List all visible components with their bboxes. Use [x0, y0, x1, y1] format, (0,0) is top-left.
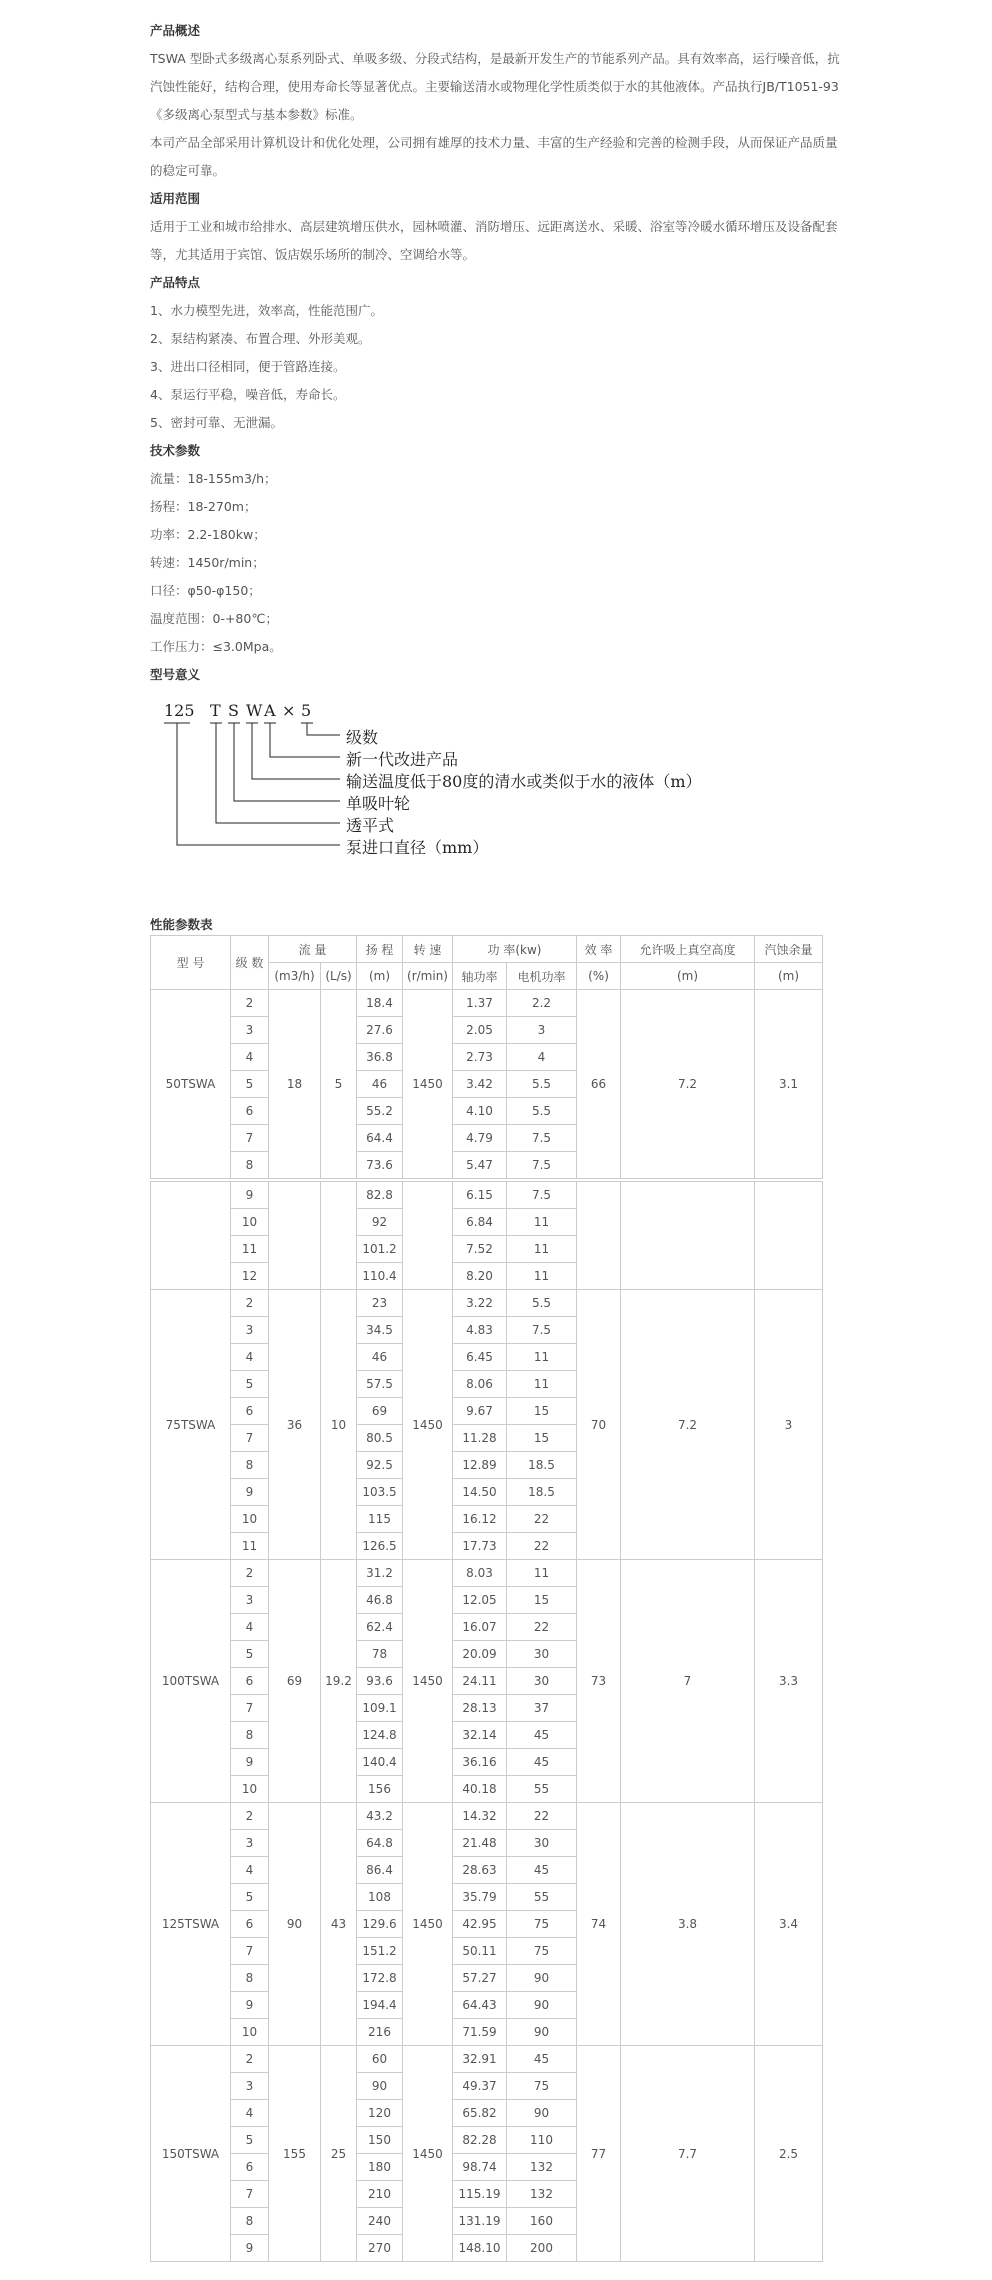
- flow-ls-cell: 43: [321, 1803, 357, 2046]
- tech-item: 工作压力：≤3.0Mpa。: [150, 639, 282, 654]
- header-speed-unit: (r/min): [403, 963, 453, 990]
- stages-cell: 2: [231, 2046, 269, 2073]
- npsh-cell: 3: [755, 1290, 823, 1560]
- stages-cell: 9: [231, 2235, 269, 2262]
- head-cell: 27.6: [357, 1017, 403, 1044]
- performance-table-2: [150, 1181, 823, 2262]
- table-row: [151, 1290, 823, 1317]
- shaft-power-cell: 49.37: [453, 2073, 507, 2100]
- shaft-power-cell: 21.48: [453, 1830, 507, 1857]
- code-times: ×: [282, 701, 296, 720]
- shaft-power-cell: 28.63: [453, 1857, 507, 1884]
- motor-power-cell: 30: [507, 1668, 577, 1695]
- motor-power-cell: 45: [507, 1749, 577, 1776]
- shaft-power-cell: 32.14: [453, 1722, 507, 1749]
- motor-power-cell: 45: [507, 1722, 577, 1749]
- tech-item: 口径：φ50-φ150；: [150, 583, 261, 598]
- npsh-cell: 3.4: [755, 1803, 823, 2046]
- npsh-cell: 3.3: [755, 1560, 823, 1803]
- model-cell: 75TSWA: [151, 1290, 231, 1560]
- header-npsh-unit: (m): [755, 963, 823, 990]
- shaft-power-cell: 2.73: [453, 1044, 507, 1071]
- shaft-power-cell: 4.83: [453, 1317, 507, 1344]
- table-row: [151, 1182, 823, 1209]
- motor-power-cell: 7.5: [507, 1152, 577, 1179]
- model-cell: 150TSWA: [151, 2046, 231, 2262]
- motor-power-cell: 160: [507, 2208, 577, 2235]
- flow-m3h-cell: 155: [269, 2046, 321, 2262]
- shaft-power-cell: 8.06: [453, 1371, 507, 1398]
- table-header-row: [151, 936, 823, 963]
- head-cell: 103.5: [357, 1479, 403, 1506]
- shaft-power-cell: 82.28: [453, 2127, 507, 2154]
- performance-table-1: [150, 935, 823, 1179]
- shaft-power-cell: 131.19: [453, 2208, 507, 2235]
- scope-heading: 适用范围: [150, 191, 201, 206]
- motor-power-cell: 90: [507, 1992, 577, 2019]
- head-cell: 64.8: [357, 1830, 403, 1857]
- header-shaft-power: 轴功率: [453, 963, 507, 990]
- stages-cell: 8: [231, 1965, 269, 1992]
- model-cell: 100TSWA: [151, 1560, 231, 1803]
- shaft-power-cell: 14.32: [453, 1803, 507, 1830]
- stages-cell: 3: [231, 1830, 269, 1857]
- efficiency-cell: 66: [577, 990, 621, 1179]
- product-description: [150, 17, 844, 2262]
- motor-power-cell: 22: [507, 1533, 577, 1560]
- head-cell: 57.5: [357, 1371, 403, 1398]
- head-cell: 93.6: [357, 1668, 403, 1695]
- speed-cell: 1450: [403, 1290, 453, 1560]
- shaft-power-cell: 57.27: [453, 1965, 507, 1992]
- shaft-power-cell: 36.16: [453, 1749, 507, 1776]
- motor-power-cell: 3: [507, 1017, 577, 1044]
- speed-cell: 1450: [403, 990, 453, 1179]
- code-t: T: [210, 701, 221, 720]
- motor-power-cell: 22: [507, 1614, 577, 1641]
- motor-power-cell: 11: [507, 1209, 577, 1236]
- head-cell: 126.5: [357, 1533, 403, 1560]
- head-cell: 55.2: [357, 1098, 403, 1125]
- motor-power-cell: 75: [507, 2073, 577, 2100]
- stages-cell: 5: [231, 1641, 269, 1668]
- suction-height-cell: 7.7: [621, 2046, 755, 2262]
- stages-cell: 11: [231, 1236, 269, 1263]
- stages-cell: 9: [231, 1992, 269, 2019]
- head-cell: 110.4: [357, 1263, 403, 1290]
- head-cell: 18.4: [357, 990, 403, 1017]
- header-model: 型 号: [151, 936, 231, 990]
- motor-power-cell: 90: [507, 2019, 577, 2046]
- stages-cell: 2: [231, 990, 269, 1017]
- head-cell: 86.4: [357, 1857, 403, 1884]
- features-heading: 产品特点: [150, 275, 201, 290]
- head-cell: 216: [357, 2019, 403, 2046]
- shaft-power-cell: 32.91: [453, 2046, 507, 2073]
- speed-cell: [403, 1182, 453, 1290]
- shaft-power-cell: 9.67: [453, 1398, 507, 1425]
- motor-power-cell: 75: [507, 1938, 577, 1965]
- flow-ls-cell: 10: [321, 1290, 357, 1560]
- head-cell: 140.4: [357, 1749, 403, 1776]
- suction-height-cell: 7.2: [621, 990, 755, 1179]
- shaft-power-cell: 50.11: [453, 1938, 507, 1965]
- head-cell: 34.5: [357, 1317, 403, 1344]
- header-flow-m3h: (m3/h): [269, 963, 321, 990]
- motor-power-cell: 132: [507, 2181, 577, 2208]
- shaft-power-cell: 148.10: [453, 2235, 507, 2262]
- head-cell: 46: [357, 1071, 403, 1098]
- model-code-leader-lines: [150, 693, 844, 913]
- stages-cell: 4: [231, 1044, 269, 1071]
- overview-paragraph-1: TSWA 型卧式多级离心泵系列卧式、单吸多级、分段式结构，是最新开发生产的节能系列产品。具有效率高，运行噪音低，抗汽蚀性能好，结构合理，使用寿命长等显著优点。主要输送清水或物理化学性质类似于水的其他液体。产品执行JB/T1051-93《多级离心泵型式与基本参数》标准。: [150, 51, 840, 122]
- stages-cell: 4: [231, 1857, 269, 1884]
- flow-m3h-cell: 36: [269, 1290, 321, 1560]
- header-speed: 转 速: [403, 936, 453, 963]
- shaft-power-cell: 3.42: [453, 1071, 507, 1098]
- head-cell: 73.6: [357, 1152, 403, 1179]
- stages-cell: 9: [231, 1749, 269, 1776]
- head-cell: 172.8: [357, 1965, 403, 1992]
- header-head-unit: (m): [357, 963, 403, 990]
- stages-cell: 6: [231, 1098, 269, 1125]
- shaft-power-cell: 115.19: [453, 2181, 507, 2208]
- motor-power-cell: 110: [507, 2127, 577, 2154]
- stages-cell: 4: [231, 1344, 269, 1371]
- speed-cell: 1450: [403, 1803, 453, 2046]
- shaft-power-cell: 42.95: [453, 1911, 507, 1938]
- head-cell: 270: [357, 2235, 403, 2262]
- shaft-power-cell: 4.10: [453, 1098, 507, 1125]
- stages-cell: 3: [231, 1587, 269, 1614]
- stages-cell: 7: [231, 1425, 269, 1452]
- shaft-power-cell: 35.79: [453, 1884, 507, 1911]
- stages-cell: 10: [231, 1209, 269, 1236]
- npsh-cell: [755, 1182, 823, 1290]
- head-cell: 23: [357, 1290, 403, 1317]
- label-single-suction: 单吸叶轮: [346, 794, 411, 813]
- feature-item: 4、泵运行平稳，噪音低，寿命长。: [150, 387, 346, 402]
- motor-power-cell: 22: [507, 1506, 577, 1533]
- stages-cell: 6: [231, 1911, 269, 1938]
- stages-cell: 10: [231, 1776, 269, 1803]
- stages-cell: 5: [231, 2127, 269, 2154]
- shaft-power-cell: 28.13: [453, 1695, 507, 1722]
- motor-power-cell: 22: [507, 1803, 577, 1830]
- stages-cell: 3: [231, 1017, 269, 1044]
- head-cell: 109.1: [357, 1695, 403, 1722]
- label-medium: 输送温度低于80度的清水或类似于水的液体（m）: [346, 772, 702, 791]
- stages-cell: 3: [231, 1317, 269, 1344]
- flow-ls-cell: [321, 1182, 357, 1290]
- shaft-power-cell: 16.07: [453, 1614, 507, 1641]
- shaft-power-cell: 24.11: [453, 1668, 507, 1695]
- head-cell: 129.6: [357, 1911, 403, 1938]
- head-cell: 62.4: [357, 1614, 403, 1641]
- motor-power-cell: 90: [507, 1965, 577, 1992]
- stages-cell: 8: [231, 1452, 269, 1479]
- motor-power-cell: 55: [507, 1884, 577, 1911]
- motor-power-cell: 15: [507, 1425, 577, 1452]
- header-flow: 流 量: [269, 936, 357, 963]
- motor-power-cell: 11: [507, 1263, 577, 1290]
- stages-cell: 6: [231, 1398, 269, 1425]
- shaft-power-cell: 4.79: [453, 1125, 507, 1152]
- label-inlet-diameter: 泵进口直径（mm）: [346, 838, 489, 857]
- header-eff-unit: (%): [577, 963, 621, 990]
- code-s: S: [228, 701, 239, 720]
- shaft-power-cell: 14.50: [453, 1479, 507, 1506]
- efficiency-cell: 77: [577, 2046, 621, 2262]
- flow-m3h-cell: 69: [269, 1560, 321, 1803]
- head-cell: 150: [357, 2127, 403, 2154]
- head-cell: 156: [357, 1776, 403, 1803]
- head-cell: 108: [357, 1884, 403, 1911]
- tech-heading: 技术参数: [150, 443, 201, 458]
- tech-item: 温度范围：0-+80℃；: [150, 611, 278, 626]
- motor-power-cell: 30: [507, 1830, 577, 1857]
- motor-power-cell: 7.5: [507, 1182, 577, 1209]
- motor-power-cell: 7.5: [507, 1317, 577, 1344]
- shaft-power-cell: 6.15: [453, 1182, 507, 1209]
- stages-cell: 3: [231, 2073, 269, 2100]
- flow-m3h-cell: 18: [269, 990, 321, 1179]
- shaft-power-cell: 64.43: [453, 1992, 507, 2019]
- header-efficiency: 效 率: [577, 936, 621, 963]
- head-cell: 180: [357, 2154, 403, 2181]
- stages-cell: 10: [231, 2019, 269, 2046]
- stages-cell: 9: [231, 1182, 269, 1209]
- stages-cell: 5: [231, 1884, 269, 1911]
- model-cell: 125TSWA: [151, 1803, 231, 2046]
- stages-cell: 11: [231, 1533, 269, 1560]
- stages-cell: 6: [231, 1668, 269, 1695]
- table-row: [151, 1560, 823, 1587]
- head-cell: 46: [357, 1344, 403, 1371]
- stages-cell: 2: [231, 1290, 269, 1317]
- head-cell: 43.2: [357, 1803, 403, 1830]
- shaft-power-cell: 2.05: [453, 1017, 507, 1044]
- motor-power-cell: 15: [507, 1398, 577, 1425]
- stages-cell: 12: [231, 1263, 269, 1290]
- efficiency-cell: 70: [577, 1290, 621, 1560]
- head-cell: 46.8: [357, 1587, 403, 1614]
- feature-item: 2、泵结构紧凑、布置合理、外形美观。: [150, 331, 371, 346]
- motor-power-cell: 7.5: [507, 1125, 577, 1152]
- stages-cell: 5: [231, 1371, 269, 1398]
- head-cell: 64.4: [357, 1125, 403, 1152]
- motor-power-cell: 18.5: [507, 1479, 577, 1506]
- shaft-power-cell: 17.73: [453, 1533, 507, 1560]
- flow-ls-cell: 5: [321, 990, 357, 1179]
- table-row: [151, 1803, 823, 1830]
- motor-power-cell: 132: [507, 2154, 577, 2181]
- model-cell: 50TSWA: [151, 990, 231, 1179]
- motor-power-cell: 5.5: [507, 1290, 577, 1317]
- flow-m3h-cell: [269, 1182, 321, 1290]
- head-cell: 115: [357, 1506, 403, 1533]
- overview-heading: 产品概述: [150, 23, 201, 38]
- overview-paragraph-2: 本司产品全部采用计算机设计和优化处理，公司拥有雄厚的技术力量、丰富的生产经验和完善的检测手段，从而保证产品质量的稳定可靠。: [150, 135, 838, 178]
- tech-item: 流量：18-155m3/h；: [150, 471, 277, 486]
- shaft-power-cell: 40.18: [453, 1776, 507, 1803]
- table-row: [151, 990, 823, 1017]
- head-cell: 92: [357, 1209, 403, 1236]
- code-w: W: [246, 701, 263, 720]
- motor-power-cell: 15: [507, 1587, 577, 1614]
- stages-cell: 7: [231, 2181, 269, 2208]
- head-cell: 82.8: [357, 1182, 403, 1209]
- stages-cell: 7: [231, 1938, 269, 1965]
- motor-power-cell: 11: [507, 1344, 577, 1371]
- shaft-power-cell: 12.89: [453, 1452, 507, 1479]
- shaft-power-cell: 1.37: [453, 990, 507, 1017]
- table-title: 性能参数表: [150, 917, 213, 932]
- shaft-power-cell: 98.74: [453, 2154, 507, 2181]
- motor-power-cell: 37: [507, 1695, 577, 1722]
- label-new-gen: 新一代改进产品: [346, 750, 459, 769]
- efficiency-cell: [577, 1182, 621, 1290]
- model-cell: [151, 1182, 231, 1290]
- stages-cell: 4: [231, 1614, 269, 1641]
- shaft-power-cell: 65.82: [453, 2100, 507, 2127]
- tech-item: 功率：2.2-180kw；: [150, 527, 266, 542]
- stages-cell: 5: [231, 1071, 269, 1098]
- stages-cell: 7: [231, 1695, 269, 1722]
- motor-power-cell: 5.5: [507, 1071, 577, 1098]
- suction-height-cell: 3.8: [621, 1803, 755, 2046]
- flow-ls-cell: 19.2: [321, 1560, 357, 1803]
- motor-power-cell: 4: [507, 1044, 577, 1071]
- header-stages: 级 数: [231, 936, 269, 990]
- shaft-power-cell: 16.12: [453, 1506, 507, 1533]
- motor-power-cell: 55: [507, 1776, 577, 1803]
- shaft-power-cell: 8.03: [453, 1560, 507, 1587]
- motor-power-cell: 75: [507, 1911, 577, 1938]
- head-cell: 69: [357, 1398, 403, 1425]
- head-cell: 80.5: [357, 1425, 403, 1452]
- flow-m3h-cell: 90: [269, 1803, 321, 2046]
- suction-height-cell: [621, 1182, 755, 1290]
- stages-cell: 2: [231, 1803, 269, 1830]
- motor-power-cell: 45: [507, 2046, 577, 2073]
- head-cell: 151.2: [357, 1938, 403, 1965]
- head-cell: 92.5: [357, 1452, 403, 1479]
- stages-cell: 6: [231, 2154, 269, 2181]
- header-power: 功 率(kw): [453, 936, 577, 963]
- header-suction-height: 允许吸上真空高度: [621, 936, 755, 963]
- shaft-power-cell: 11.28: [453, 1425, 507, 1452]
- header-npsh: 汽蚀余量: [755, 936, 823, 963]
- head-cell: 120: [357, 2100, 403, 2127]
- npsh-cell: 3.1: [755, 990, 823, 1179]
- shaft-power-cell: 6.84: [453, 1209, 507, 1236]
- model-heading: 型号意义: [150, 667, 201, 682]
- shaft-power-cell: 7.52: [453, 1236, 507, 1263]
- stages-cell: 10: [231, 1506, 269, 1533]
- shaft-power-cell: 71.59: [453, 2019, 507, 2046]
- model-code-diagram: [150, 693, 844, 913]
- feature-item: 3、进出口径相同，便于管路连接。: [150, 359, 346, 374]
- motor-power-cell: 45: [507, 1857, 577, 1884]
- speed-cell: 1450: [403, 1560, 453, 1803]
- motor-power-cell: 11: [507, 1371, 577, 1398]
- stages-cell: 8: [231, 1152, 269, 1179]
- tech-item: 转速：1450r/min；: [150, 555, 265, 570]
- stages-cell: 7: [231, 1125, 269, 1152]
- header-head: 扬 程: [357, 936, 403, 963]
- head-cell: 60: [357, 2046, 403, 2073]
- motor-power-cell: 11: [507, 1236, 577, 1263]
- head-cell: 101.2: [357, 1236, 403, 1263]
- label-turbine: 透平式: [346, 816, 395, 835]
- shaft-power-cell: 6.45: [453, 1344, 507, 1371]
- label-stages: 级数: [346, 728, 379, 747]
- feature-item: 5、密封可靠、无泄漏。: [150, 415, 283, 430]
- speed-cell: 1450: [403, 2046, 453, 2262]
- head-cell: 194.4: [357, 1992, 403, 2019]
- motor-power-cell: 5.5: [507, 1098, 577, 1125]
- efficiency-cell: 74: [577, 1803, 621, 2046]
- stages-cell: 8: [231, 2208, 269, 2235]
- shaft-power-cell: 8.20: [453, 1263, 507, 1290]
- motor-power-cell: 30: [507, 1641, 577, 1668]
- head-cell: 240: [357, 2208, 403, 2235]
- efficiency-cell: 73: [577, 1560, 621, 1803]
- code-a: A: [264, 701, 276, 720]
- stages-cell: 9: [231, 1479, 269, 1506]
- stages-cell: 4: [231, 2100, 269, 2127]
- suction-height-cell: 7.2: [621, 1290, 755, 1560]
- head-cell: 78: [357, 1641, 403, 1668]
- motor-power-cell: 2.2: [507, 990, 577, 1017]
- shaft-power-cell: 3.22: [453, 1290, 507, 1317]
- stages-cell: 2: [231, 1560, 269, 1587]
- head-cell: 90: [357, 2073, 403, 2100]
- flow-ls-cell: 25: [321, 2046, 357, 2262]
- motor-power-cell: 11: [507, 1560, 577, 1587]
- feature-item: 1、水力模型先进，效率高，性能范围广。: [150, 303, 383, 318]
- shaft-power-cell: 12.05: [453, 1587, 507, 1614]
- head-cell: 36.8: [357, 1044, 403, 1071]
- table-row: [151, 2046, 823, 2073]
- tech-item: 扬程：18-270m；: [150, 499, 257, 514]
- head-cell: 124.8: [357, 1722, 403, 1749]
- head-cell: 210: [357, 2181, 403, 2208]
- shaft-power-cell: 5.47: [453, 1152, 507, 1179]
- motor-power-cell: 90: [507, 2100, 577, 2127]
- header-flow-ls: (L/s): [321, 963, 357, 990]
- code-diameter: 125: [164, 701, 195, 720]
- suction-height-cell: 7: [621, 1560, 755, 1803]
- stages-cell: 8: [231, 1722, 269, 1749]
- scope-text: 适用于工业和城市给排水、高层建筑增压供水，园林喷灌、消防增压、远距离送水、采暖、浴室等冷暖水循环增压及设备配套等，尤其适用于宾馆、饭店娱乐场所的制冷、空调给水等。: [150, 219, 838, 262]
- head-cell: 31.2: [357, 1560, 403, 1587]
- motor-power-cell: 200: [507, 2235, 577, 2262]
- motor-power-cell: 18.5: [507, 1452, 577, 1479]
- shaft-power-cell: 20.09: [453, 1641, 507, 1668]
- header-suction-unit: (m): [621, 963, 755, 990]
- npsh-cell: 2.5: [755, 2046, 823, 2262]
- code-stages: 5: [301, 701, 312, 720]
- header-motor-power: 电机功率: [507, 963, 577, 990]
